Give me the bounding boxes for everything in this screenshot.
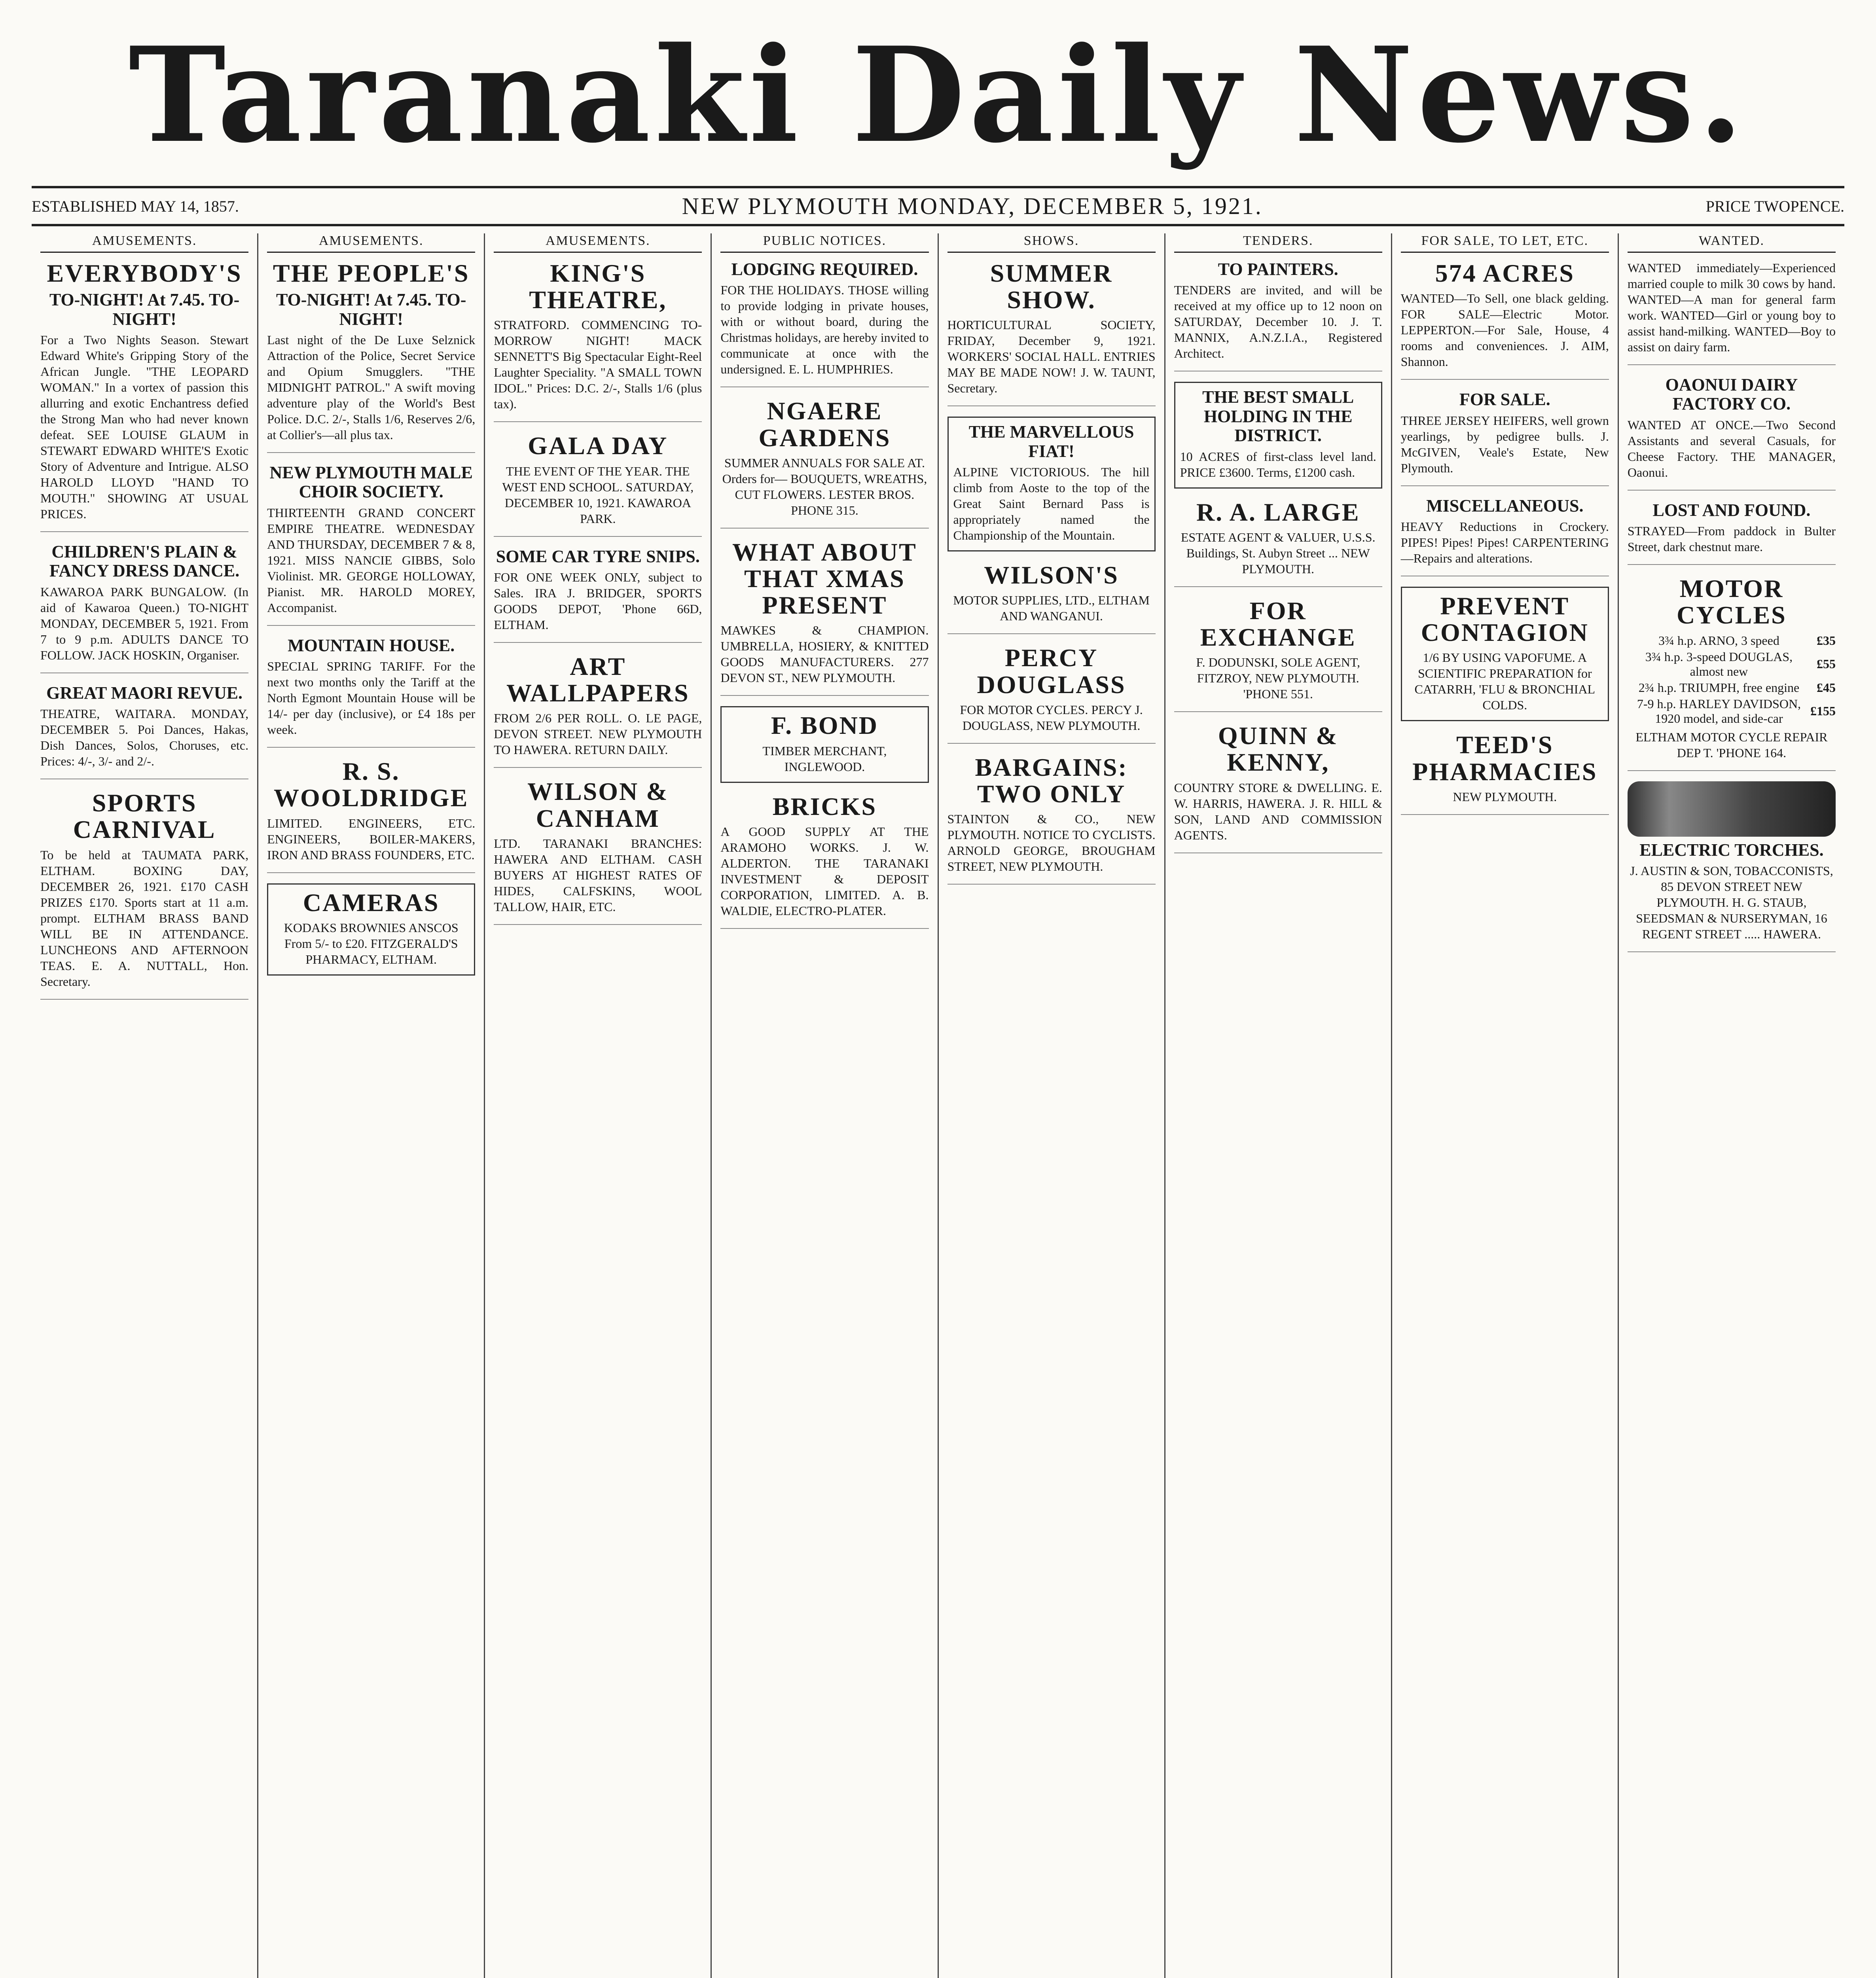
advert [494, 260, 702, 422]
advert-title: SUMMER SHOW. [990, 259, 1113, 314]
advert [1628, 575, 1836, 771]
advert-text: FOR ONE WEEK ONLY, subject to Sales. IRA J. BRIDGER, SPORTS GOODS DEPOT, 'Phone 66D, ELTHAM. [494, 570, 702, 632]
advert-text: F. DODUNSKI, SOLE AGENT, FITZROY, NEW PLYMOUTH. 'PHONE 551. [1196, 655, 1360, 701]
column-6 [1165, 233, 1392, 1978]
column-5 [939, 233, 1165, 1978]
advert [40, 542, 248, 673]
advert [947, 562, 1156, 634]
column-heading: AMUSEMENTS. [40, 233, 248, 253]
advert-title: NEW PLYMOUTH MALE CHOIR SOCIETY. [269, 462, 473, 502]
advert-subtitle: TO-NIGHT! At 7.45. TO-NIGHT! [49, 290, 240, 329]
advert-text: SPECIAL SPRING TARIFF. For the next two months only the Tariff at the North Egmont Mountain House will be 14/- per day (inclusive), or £4 18s per week. [267, 659, 476, 737]
advert [720, 539, 929, 696]
advert [267, 636, 475, 748]
advert [1401, 260, 1609, 380]
advert [267, 883, 475, 976]
advert-title: LODGING REQUIRED. [731, 260, 918, 279]
advert-text: NEW PLYMOUTH. [1453, 789, 1557, 804]
advert-text: LIMITED. ENGINEERS, ETC. ENGINEERS, BOILER-MAKERS, IRON AND BRASS FOUNDERS, ETC. [267, 816, 476, 862]
advert-text: A GOOD SUPPLY AT THE ARAMOHO WORKS. J. W. ALDERTON. THE TARANAKI INVESTMENT & DEPOSIT CORPORATION, LIMITED. A. B. WALDIE, ELECTRO-PLATER. [720, 824, 929, 918]
advert-text: SUMMER ANNUALS FOR SALE AT. Orders for— BOUQUETS, WREATHS, CUT FLOWERS. LESTER BROS. PHONE 315. [722, 455, 927, 517]
advert [720, 793, 929, 929]
advert [720, 398, 929, 528]
column-heading: PUBLIC NOTICES. [720, 233, 929, 253]
advert-title: FOR SALE. [1459, 390, 1550, 409]
column-heading: AMUSEMENTS. [494, 233, 702, 253]
advert-title: MOUNTAIN HOUSE. [288, 635, 455, 655]
item-name: 3¾ h.p. ARNO, 3 speed [1658, 633, 1779, 648]
advert-title: THE BEST SMALL HOLDING IN THE DISTRICT. [1202, 387, 1354, 445]
advert [947, 754, 1156, 885]
advert-text: TIMBER MERCHANT, INGLEWOOD. [762, 743, 887, 774]
advert-title: CAMERAS [303, 888, 440, 917]
advert-title: OAONUI DAIRY FACTORY CO. [1665, 375, 1798, 414]
advert [947, 417, 1156, 551]
advert-title: THE MARVELLOUS FIAT! [968, 422, 1134, 461]
advert [494, 547, 702, 643]
column-heading: AMUSEMENTS. [267, 233, 475, 253]
advert-title: R. S. WOOLDRIDGE [274, 757, 469, 812]
established-note: ESTABLISHED MAY 14, 1857. [32, 197, 239, 215]
advert-title: R. A. LARGE [1196, 498, 1360, 526]
advert-text: To be held at TAUMATA PARK, ELTHAM. BOXING DAY, DECEMBER 26, 1921. £170 CASH PRIZES £170. Sports start at 11 a.m. prompt. ELTHAM BRASS BAND WILL BE IN ATTENDANCE. LUNCHEONS AND AFTERNOON TEAS. E. A. NUTTALL, Hon. Secretary. [40, 847, 249, 989]
advert-title: TEED'S PHARMACIES [1412, 731, 1597, 786]
column-heading: WANTED. [1628, 233, 1836, 253]
advert [1628, 375, 1836, 491]
item-name: 7-9 h.p. HARLEY DAVIDSON, 1920 model, and side-car [1637, 696, 1801, 726]
advert-text: J. AUSTIN & SON, TOBACCONISTS, 85 DEVON STREET NEW PLYMOUTH. H. G. STAUB, SEEDSMAN & NURSERYMAN, 16 REGENT STREET ..... HAWERA. [1630, 863, 1833, 941]
column-2 [258, 233, 485, 1978]
advert [1628, 781, 1836, 952]
advert [494, 432, 702, 536]
dateline-bar [32, 186, 1844, 226]
advert [494, 778, 702, 925]
advert-text: THIRTEENTH GRAND CONCERT EMPIRE THEATRE. WEDNESDAY AND THURSDAY, DECEMBER 7 & 8, 1921. MISS NANCIE GIBBS, Solo Violinist. MR. GEORGE HOLLOWAY, Pianist. MR. HAROLD MOREY, Accompanist. [267, 505, 476, 615]
advert [40, 260, 248, 532]
advert [267, 463, 475, 626]
advert-title: WILSON'S [984, 561, 1119, 589]
advert-text: THE EVENT OF THE YEAR. THE WEST END SCHOOL. SATURDAY, DECEMBER 10, 1921. KAWAROA PARK. [502, 464, 694, 526]
advert-text: FROM 2/6 PER ROLL. O. LE PAGE, DEVON STREET. NEW PLYMOUTH TO HAWERA. RETURN DAILY. [494, 711, 702, 757]
advert [1628, 501, 1836, 565]
advert-title: GALA DAY [528, 432, 668, 460]
advert-text: TENDERS are invited, and will be received at my office up to 12 noon on SATURDAY, December 10. J. T. MANNIX, A.N.Z.I.A., Registered Architect. [1174, 283, 1382, 361]
torch-illustration [1628, 781, 1836, 837]
item-name: 3¾ h.p. 3-speed DOUGLAS, almost new [1645, 649, 1793, 678]
advert-title: WHAT ABOUT THAT XMAS PRESENT [732, 538, 917, 620]
price-list [1628, 633, 1836, 727]
advert-title: BARGAINS: TWO ONLY [975, 753, 1128, 808]
masthead [32, 12, 1844, 178]
advert [1174, 722, 1382, 853]
column-7 [1392, 233, 1619, 1978]
advert-title: EVERYBODY'S [47, 259, 242, 287]
advert-text: FOR MOTOR CYCLES. PERCY J. DOUGLASS, NEW PLYMOUTH. [960, 702, 1143, 733]
advert-text: Last night of the De Luxe Selznick Attraction of the Police, Secret Service and Opium Smugglers. "THE MIDNIGHT PATROL." A swift moving adventure play of the World's Best Police. D.C. 2/-, Stalls 1/6, Reserves 2/6, at Collier's—all plus tax. [267, 332, 476, 442]
advert-title: WILSON & CANHAM [527, 777, 669, 832]
advert [1401, 390, 1609, 486]
advert [267, 758, 475, 873]
advert-title: GREAT MAORI REVUE. [46, 683, 243, 703]
column-4 [712, 233, 938, 1978]
advert-text: WANTED immediately—Experienced married couple to milk 30 cows by hand. WANTED—A man for general farm work. WANTED—Girl or young boy to assist hand-milking. WANTED—Boy to assist on dairy farm. [1627, 261, 1836, 354]
advert [1174, 260, 1382, 371]
column-heading: FOR SALE, TO LET, ETC. [1401, 233, 1609, 253]
advert-title: QUINN & KENNY, [1218, 722, 1338, 777]
price-row [1628, 633, 1836, 649]
advert-text: KAWAROA PARK BUNGALOW. (In aid of Kawaroa Queen.) TO-NIGHT MONDAY, DECEMBER 5, 1921. From 7 to 9 p.m. ADULTS DANCE TO FOLLOW. JACK HOSKIN, Organiser. [40, 584, 249, 662]
advert-text: HEAVY Reductions in Crockery. PIPES! Pipes! Pipes! CARPENTERING—Repairs and alterations. [1400, 519, 1609, 565]
advert-text: ELTHAM MOTOR CYCLE REPAIR DEP T. 'PHONE 164. [1635, 729, 1828, 760]
price-note: PRICE TWOPENCE. [1705, 197, 1844, 215]
item-price: £155 [1810, 704, 1836, 718]
advert-title: NGAERE GARDENS [758, 397, 891, 452]
newspaper-title: Taranaki Daily News. [129, 18, 1747, 172]
advert-text: STAINTON & CO., NEW PLYMOUTH. NOTICE TO CYCLISTS. ARNOLD GEORGE, BROUGHAM STREET, NEW PLYMOUTH. [947, 812, 1156, 874]
advert [1174, 597, 1382, 712]
column-heading: TENDERS. [1174, 233, 1382, 253]
advert-text: 1/6 BY USING VAPOFUME. A SCIENTIFIC PREPARATION for CATARRH, 'FLU & BRONCHIAL COLDS. [1414, 650, 1596, 712]
advert-text: COUNTRY STORE & DWELLING. E. W. HARRIS, HAWERA. J. R. HILL & SON, LAND AND COMMISSION AGENTS. [1174, 780, 1382, 842]
advert [1628, 260, 1836, 365]
advert [947, 260, 1156, 406]
advert-title: PERCY DOUGLASS [977, 644, 1126, 699]
advert-text: MOTOR SUPPLIES, LTD., ELTHAM AND WANGANUI. [953, 593, 1150, 623]
item-price: £45 [1817, 680, 1836, 695]
advert-text: HORTICULTURAL SOCIETY, FRIDAY, December 9, 1921. WORKERS' SOCIAL HALL. ENTRIES MAY BE MADE NOW! J. W. TAUNT, Secretary. [947, 318, 1156, 396]
advert-title: CHILDREN'S PLAIN & FANCY DRESS DANCE. [49, 542, 240, 581]
advert-text: KODAKS BROWNIES ANSCOS From 5/- to £20. FITZGERALD'S PHARMACY, ELTHAM. [284, 920, 459, 966]
advert-title: SPORTS CARNIVAL [73, 789, 216, 844]
column-heading: SHOWS. [947, 233, 1156, 253]
advert-text: WANTED—To Sell, one black gelding. FOR SALE—Electric Motor. LEPPERTON.—For Sale, House, 4 rooms and conveniences. J. AIM, Shannon. [1400, 291, 1609, 369]
advert-text: MAWKES & CHAMPION. UMBRELLA, HOSIERY, & KNITTED GOODS MANUFACTURERS. 277 DEVON ST., NEW PLYMOUTH. [720, 623, 929, 685]
price-row [1628, 649, 1836, 680]
advert [1401, 496, 1609, 576]
advert-title: KING'S THEATRE, [529, 259, 667, 314]
advert [720, 706, 929, 782]
item-price: £55 [1817, 657, 1836, 671]
advert-text: ALPINE VICTORIOUS. The hill climb from Aoste to the top of the Great Saint Bernard Pass is appropriately named the Championship of the Mountain. [953, 465, 1150, 543]
advert-title: ELECTRIC TORCHES. [1639, 840, 1824, 860]
column-3 [485, 233, 712, 1978]
advert [1174, 499, 1382, 587]
advert [267, 260, 475, 453]
advert-title: F. BOND [771, 711, 878, 740]
advert-title: MISCELLANEOUS. [1426, 496, 1584, 515]
price-row [1628, 680, 1836, 696]
advert-title: FOR EXCHANGE [1200, 596, 1356, 651]
advert-text: STRAYED—From paddock in Bulter Street, dark chestnut mare. [1627, 524, 1836, 554]
advert [494, 653, 702, 768]
advert-text: 10 ACRES of first-class level land. PRICE £3600. Terms, £1200 cash. [1180, 449, 1376, 479]
advert-title: PREVENT CONTAGION [1421, 591, 1589, 647]
advert-title: BRICKS [772, 792, 877, 820]
advert-text: THEATRE, WAITARA. MONDAY, DECEMBER 5. Poi Dances, Hakas, Dish Dances, Solos, Choruses, etc. Prices: 4/-, 3/- and 2/-. [40, 707, 249, 769]
advert-text: WANTED AT ONCE.—Two Second Assistants and several Casuals, for Cheese Factory. THE MANAGER, Oaonui. [1627, 417, 1836, 479]
advert-text: ESTATE AGENT & VALUER, U.S.S. Buildings, St. Aubyn Street ... NEW PLYMOUTH. [1181, 530, 1376, 576]
advert-title: 574 ACRES [1435, 259, 1575, 287]
advert [40, 684, 248, 779]
dateline: NEW PLYMOUTH MONDAY, DECEMBER 5, 1921. [682, 193, 1263, 219]
advert-text: FOR THE HOLIDAYS. THOSE willing to provide lodging in private houses, with or without board, during the Christmas holidays, are hereby invited to communicate at once with the undersigned. E. L. HUMPHRIES. [720, 283, 929, 377]
advert-title: ART WALLPAPERS [506, 652, 690, 707]
advert-text: STRATFORD. COMMENCING TO-MORROW NIGHT! MACK SENNETT'S Big Spectacular Eight-Reel Laughter Speciality. "A SMALL TOWN IDOL." Prices: D.C. 2/-, Stalls 1/6 (plus tax). [494, 318, 702, 411]
column-1 [32, 233, 258, 1978]
advert [720, 260, 929, 387]
advert-text: THREE JERSEY HEIFERS, well grown yearlings, by pedigree bulls. J. McGIVEN, Veale's Estate, New Plymouth. [1400, 413, 1609, 475]
price-row [1628, 696, 1836, 727]
advert-title: LOST AND FOUND. [1652, 500, 1811, 520]
item-name: 2¾ h.p. TRIUMPH, free engine [1638, 680, 1800, 695]
advert-title: TO PAINTERS. [1218, 260, 1338, 279]
advert-title: MOTOR CYCLES [1677, 574, 1787, 629]
advert-subtitle: TO-NIGHT! At 7.45. TO-NIGHT! [276, 290, 466, 329]
item-price: £35 [1817, 633, 1836, 648]
advert-text: LTD. TARANAKI BRANCHES: HAWERA AND ELTHAM. CASH BUYERS AT HIGHEST RATES OF HIDES, CALFSKINS, WOOL TALLOW, HAIR, ETC. [494, 836, 702, 914]
advert [1174, 382, 1382, 488]
advert-title: SOME CAR TYRE SNIPS. [496, 546, 700, 566]
advert [40, 790, 248, 999]
column-8 [1619, 233, 1844, 1978]
advert [1401, 587, 1609, 721]
advert-title: THE PEOPLE'S [273, 259, 470, 287]
advert [947, 644, 1156, 743]
advert-text: For a Two Nights Season. Stewart Edward White's Gripping Story of the African Jungle. "THE LEOPARD WOMAN." In a vortex of passion this allurring and exotic Enchantress defied the Strong Man who had never known defeat. SEE LOUISE GLAUM in STEWART EDWARD WHITE'S Exotic Story of Adventure and Intrigue. ALSO HAROLD LLOYD "HAND TO MOUTH." SHOWING AT USUAL PRICES. [40, 332, 249, 521]
columns [32, 233, 1844, 1978]
advert [1401, 731, 1609, 815]
